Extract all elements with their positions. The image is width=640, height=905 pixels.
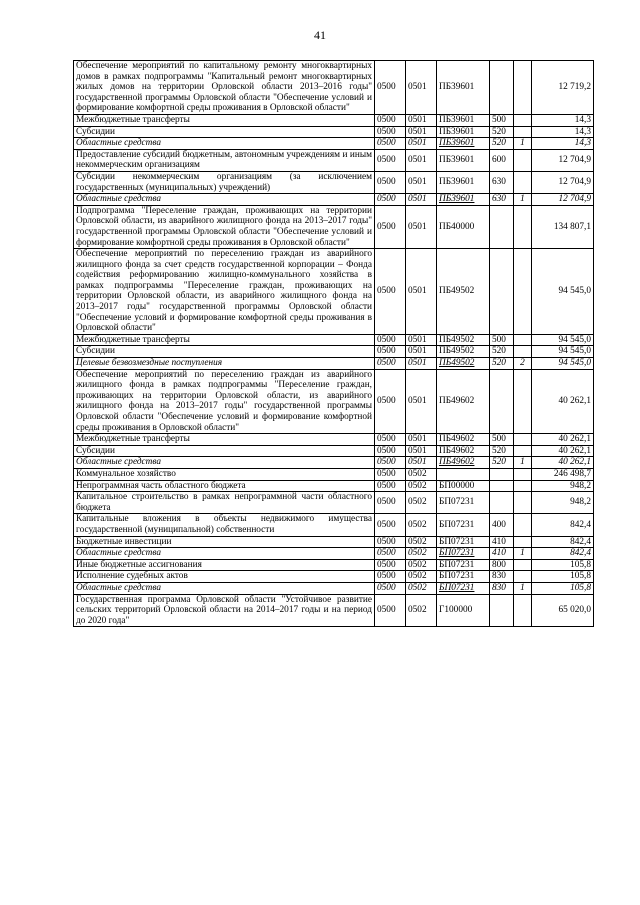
funding-source-code <box>514 571 532 583</box>
target-article-code: ПБ39601 <box>437 171 490 193</box>
row-name: Субсидии <box>74 346 375 358</box>
table-row <box>74 61 594 115</box>
amount: 40 262,1 <box>532 434 594 446</box>
target-article-code: БП07231 <box>437 536 490 548</box>
expense-type-code: 630 <box>490 171 514 193</box>
section-code: 0500 <box>375 571 406 583</box>
section-code: 0500 <box>375 126 406 138</box>
section-code: 0500 <box>375 445 406 457</box>
section-code: 0500 <box>375 492 406 514</box>
expense-type-code <box>490 492 514 514</box>
target-article-code: БП00000 <box>437 480 490 492</box>
table-row <box>74 358 594 370</box>
section-code: 0500 <box>375 548 406 560</box>
expense-type-code: 830 <box>490 571 514 583</box>
expense-type-code: 400 <box>490 514 514 536</box>
amount: 94 545,0 <box>532 249 594 335</box>
expense-type-code <box>490 249 514 335</box>
section-code: 0500 <box>375 559 406 571</box>
target-article-code: ПБ39601 <box>437 126 490 138</box>
amount: 12 704,9 <box>532 171 594 193</box>
subsection-code: 0502 <box>406 468 437 480</box>
section-code: 0500 <box>375 346 406 358</box>
amount: 14,3 <box>532 138 594 150</box>
subsection-code: 0502 <box>406 548 437 560</box>
target-article-code: ПБ39601 <box>437 138 490 150</box>
section-code: 0500 <box>375 480 406 492</box>
subsection-code: 0502 <box>406 571 437 583</box>
table-row <box>74 369 594 434</box>
funding-source-code <box>514 369 532 434</box>
row-name: Областные средства <box>74 548 375 560</box>
row-name: Исполнение судебных актов <box>74 571 375 583</box>
funding-source-code <box>514 536 532 548</box>
expense-type-code <box>490 369 514 434</box>
table-row <box>74 457 594 469</box>
expense-type-code: 410 <box>490 548 514 560</box>
expense-type-code: 500 <box>490 434 514 446</box>
section-code: 0500 <box>375 149 406 171</box>
target-article-code: БП07231 <box>437 559 490 571</box>
amount: 105,8 <box>532 571 594 583</box>
expense-type-code: 520 <box>490 457 514 469</box>
amount: 842,4 <box>532 514 594 536</box>
amount: 842,4 <box>532 536 594 548</box>
row-name: Областные средства <box>74 194 375 206</box>
funding-source-code <box>514 334 532 346</box>
amount: 65 020,0 <box>532 594 594 627</box>
row-name: Субсидии <box>74 445 375 457</box>
amount: 105,8 <box>532 582 594 594</box>
subsection-code: 0501 <box>406 434 437 446</box>
row-name: Непрограммная часть областного бюджета <box>74 480 375 492</box>
section-code: 0500 <box>375 171 406 193</box>
amount: 12 704,9 <box>532 149 594 171</box>
funding-source-code <box>514 346 532 358</box>
subsection-code: 0502 <box>406 536 437 548</box>
funding-source-code: 1 <box>514 548 532 560</box>
funding-source-code <box>514 468 532 480</box>
row-name: Государственная программа Орловской области "Устойчивое развитие сельских территорий Орловской области на 2014–2017 годы и на период до 2020 года" <box>74 594 375 627</box>
subsection-code: 0502 <box>406 594 437 627</box>
subsection-code: 0502 <box>406 559 437 571</box>
subsection-code: 0501 <box>406 126 437 138</box>
section-code: 0500 <box>375 434 406 446</box>
target-article-code: ПБ49502 <box>437 358 490 370</box>
section-code: 0500 <box>375 468 406 480</box>
section-code: 0500 <box>375 457 406 469</box>
funding-source-code <box>514 205 532 248</box>
funding-source-code: 1 <box>514 582 532 594</box>
amount: 134 807,1 <box>532 205 594 248</box>
row-name: Обеспечение мероприятий по переселению граждан из аварийного жилищного фонда за счет средств государственной корпорации – Фонда содействия реформированию жилищно-коммунального хозяйства в рамках подпрограммы "Переселение граждан, проживающих на территории Орловской области, из аварийного жилищного фонда на 2013–2017 годы" государственной программы Орловской области "Обеспечение условий и формирование комфортной среды проживания в Орловской области" <box>74 249 375 335</box>
row-name: Коммунальное хозяйство <box>74 468 375 480</box>
amount: 94 545,0 <box>532 358 594 370</box>
section-code: 0500 <box>375 536 406 548</box>
row-name: Областные средства <box>74 138 375 150</box>
target-article-code: ПБ49602 <box>437 369 490 434</box>
target-article-code: БП07231 <box>437 514 490 536</box>
section-code: 0500 <box>375 138 406 150</box>
target-article-code: БП07231 <box>437 571 490 583</box>
amount: 94 545,0 <box>532 346 594 358</box>
section-code: 0500 <box>375 249 406 335</box>
section-code: 0500 <box>375 582 406 594</box>
subsection-code: 0502 <box>406 480 437 492</box>
target-article-code: ПБ49602 <box>437 445 490 457</box>
funding-source-code <box>514 594 532 627</box>
amount: 94 545,0 <box>532 334 594 346</box>
table-row <box>74 194 594 206</box>
row-name: Обеспечение мероприятий по капитальному ремонту многоквартирных домов в рамках подпрограммы "Капитальный ремонт многоквартирных жилых домов на территории Орловской области 2013–2016 годы" государственной программы Орловской области "Обеспечение условий и формирование комфортной среды проживания в Орловской области" <box>74 61 375 115</box>
row-name: Межбюджетные трансферты <box>74 334 375 346</box>
subsection-code: 0501 <box>406 171 437 193</box>
target-article-code: ПБ39601 <box>437 149 490 171</box>
funding-source-code <box>514 514 532 536</box>
table-row <box>74 559 594 571</box>
subsection-code: 0501 <box>406 334 437 346</box>
table-row <box>74 114 594 126</box>
expense-type-code: 410 <box>490 536 514 548</box>
table-row <box>74 582 594 594</box>
table-row <box>74 434 594 446</box>
amount: 948,2 <box>532 492 594 514</box>
amount: 40 262,1 <box>532 457 594 469</box>
target-article-code: БП07231 <box>437 548 490 560</box>
row-name: Межбюджетные трансферты <box>74 114 375 126</box>
subsection-code: 0501 <box>406 445 437 457</box>
subsection-code: 0502 <box>406 582 437 594</box>
funding-source-code: 2 <box>514 358 532 370</box>
amount: 948,2 <box>532 480 594 492</box>
row-name: Капитальные вложения в объекты недвижимого имущества государственной (муниципальной) собственности <box>74 514 375 536</box>
target-article-code: ПБ39601 <box>437 194 490 206</box>
budget-table-body <box>74 61 594 627</box>
expense-type-code: 520 <box>490 358 514 370</box>
subsection-code: 0502 <box>406 514 437 536</box>
funding-source-code <box>514 445 532 457</box>
funding-source-code: 1 <box>514 194 532 206</box>
table-row <box>74 480 594 492</box>
amount: 246 498,7 <box>532 468 594 480</box>
target-article-code: ПБ49502 <box>437 334 490 346</box>
table-row <box>74 571 594 583</box>
table-row <box>74 445 594 457</box>
funding-source-code <box>514 559 532 571</box>
funding-source-code <box>514 434 532 446</box>
expense-type-code: 800 <box>490 559 514 571</box>
subsection-code: 0501 <box>406 346 437 358</box>
target-article-code: ПБ49502 <box>437 249 490 335</box>
expense-type-code: 500 <box>490 334 514 346</box>
target-article-code: ПБ49602 <box>437 434 490 446</box>
section-code: 0500 <box>375 369 406 434</box>
target-article-code: БП07231 <box>437 582 490 594</box>
row-name: Обеспечение мероприятий по переселению граждан из аварийного жилищного фонда в рамках подпрограммы "Переселение граждан, проживающих на территории Орловской области, из аварийного жилищного фонда на 2013–2017 годы" государственной программы Орловской области "Обеспечение условий и формирование комфортной среды проживания в Орловской области" <box>74 369 375 434</box>
table-row <box>74 334 594 346</box>
subsection-code: 0501 <box>406 149 437 171</box>
table-row <box>74 548 594 560</box>
funding-source-code <box>514 249 532 335</box>
table-row <box>74 205 594 248</box>
amount: 12 719,2 <box>532 61 594 115</box>
funding-source-code <box>514 114 532 126</box>
section-code: 0500 <box>375 358 406 370</box>
funding-source-code: 1 <box>514 457 532 469</box>
amount: 842,4 <box>532 548 594 560</box>
subsection-code: 0501 <box>406 194 437 206</box>
row-name: Предоставление субсидий бюджетным, автономным учреждениям и иным некоммерческим организациям <box>74 149 375 171</box>
amount: 40 262,1 <box>532 369 594 434</box>
table-row <box>74 536 594 548</box>
budget-table <box>73 60 594 627</box>
table-row <box>74 171 594 193</box>
table-row <box>74 126 594 138</box>
subsection-code: 0502 <box>406 492 437 514</box>
target-article-code: ПБ40000 <box>437 205 490 248</box>
target-article-code: Г100000 <box>437 594 490 627</box>
table-row <box>74 514 594 536</box>
expense-type-code <box>490 61 514 115</box>
row-name: Целевые безвозмездные поступления <box>74 358 375 370</box>
subsection-code: 0501 <box>406 457 437 469</box>
row-name: Подпрограмма "Переселение граждан, проживающих на территории Орловской области, из аварийного жилищного фонда на 2013–2017 годы" государственной программы Орловской области "Обеспечение условий и формирование комфортной среды проживания в Орловской области" <box>74 205 375 248</box>
subsection-code: 0501 <box>406 61 437 115</box>
target-article-code: ПБ39601 <box>437 114 490 126</box>
expense-type-code: 830 <box>490 582 514 594</box>
table-row <box>74 346 594 358</box>
row-name: Бюджетные инвестиции <box>74 536 375 548</box>
expense-type-code <box>490 468 514 480</box>
table-row <box>74 138 594 150</box>
expense-type-code <box>490 205 514 248</box>
amount: 105,8 <box>532 559 594 571</box>
section-code: 0500 <box>375 334 406 346</box>
funding-source-code <box>514 492 532 514</box>
amount: 14,3 <box>532 114 594 126</box>
section-code: 0500 <box>375 61 406 115</box>
amount: 14,3 <box>532 126 594 138</box>
subsection-code: 0501 <box>406 358 437 370</box>
section-code: 0500 <box>375 514 406 536</box>
funding-source-code: 1 <box>514 138 532 150</box>
amount: 12 704,9 <box>532 194 594 206</box>
row-name: Субсидии некоммерческим организациям (за исключением государственных (муниципальных) учреждений) <box>74 171 375 193</box>
subsection-code: 0501 <box>406 114 437 126</box>
expense-type-code: 630 <box>490 194 514 206</box>
expense-type-code: 500 <box>490 114 514 126</box>
funding-source-code <box>514 480 532 492</box>
table-row <box>74 492 594 514</box>
section-code: 0500 <box>375 194 406 206</box>
target-article-code: ПБ49502 <box>437 346 490 358</box>
target-article-code <box>437 468 490 480</box>
row-name: Иные бюджетные ассигнования <box>74 559 375 571</box>
expense-type-code: 520 <box>490 126 514 138</box>
target-article-code: БП07231 <box>437 492 490 514</box>
target-article-code: ПБ49602 <box>437 457 490 469</box>
target-article-code: ПБ39601 <box>437 61 490 115</box>
expense-type-code: 520 <box>490 445 514 457</box>
subsection-code: 0501 <box>406 138 437 150</box>
table-row <box>74 468 594 480</box>
subsection-code: 0501 <box>406 205 437 248</box>
section-code: 0500 <box>375 205 406 248</box>
table-row <box>74 249 594 335</box>
row-name: Межбюджетные трансферты <box>74 434 375 446</box>
amount: 40 262,1 <box>532 445 594 457</box>
subsection-code: 0501 <box>406 369 437 434</box>
funding-source-code <box>514 126 532 138</box>
expense-type-code <box>490 594 514 627</box>
funding-source-code <box>514 171 532 193</box>
funding-source-code <box>514 149 532 171</box>
expense-type-code: 520 <box>490 346 514 358</box>
subsection-code: 0501 <box>406 249 437 335</box>
row-name: Областные средства <box>74 457 375 469</box>
section-code: 0500 <box>375 114 406 126</box>
section-code: 0500 <box>375 594 406 627</box>
funding-source-code <box>514 61 532 115</box>
table-row <box>74 594 594 627</box>
row-name: Областные средства <box>74 582 375 594</box>
page-number: 41 <box>314 28 326 42</box>
expense-type-code <box>490 480 514 492</box>
row-name: Капитальное строительство в рамках непрограммной части областного бюджета <box>74 492 375 514</box>
expense-type-code: 600 <box>490 149 514 171</box>
row-name: Субсидии <box>74 126 375 138</box>
expense-type-code: 520 <box>490 138 514 150</box>
table-row <box>74 149 594 171</box>
